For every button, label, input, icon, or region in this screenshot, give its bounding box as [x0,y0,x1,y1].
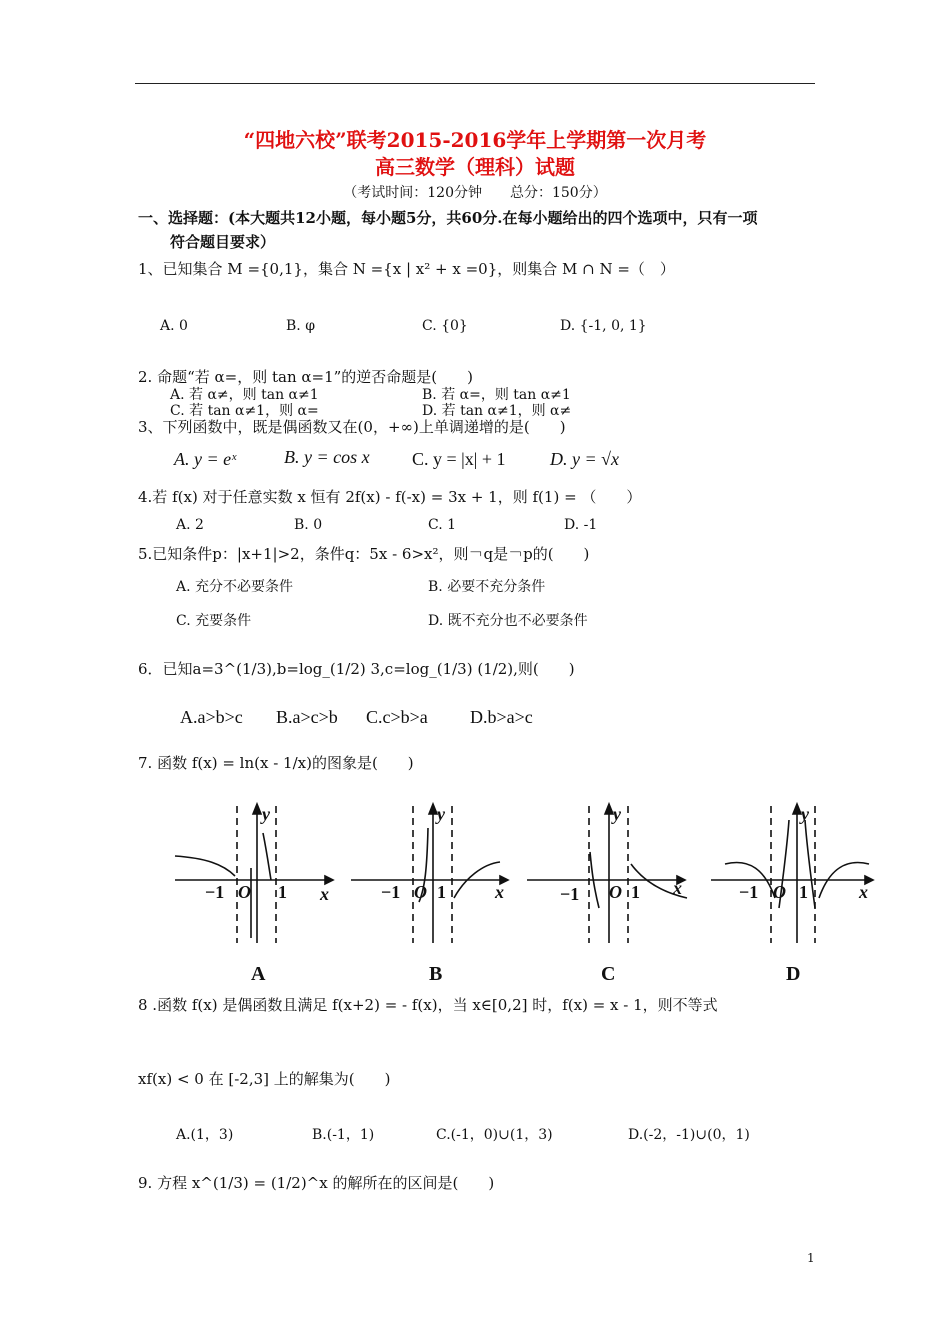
q3-option-c: C. y = |x| + 1 [412,449,506,469]
graph-c-x-label: x [673,878,682,898]
q4-option-b: B. 0 [294,517,323,533]
q7-graphs [165,798,885,988]
q1-option-b: B. φ [286,318,315,334]
q1-option-c: C. {0} [422,318,468,334]
section-heading-cont: 符合题目要求） [170,233,276,251]
graph-d-label: D [786,963,801,985]
graph-a-label: A [251,963,266,985]
q5-option-b: B. 必要不充分条件 [428,579,546,595]
q5-option-c: C. 充要条件 [176,613,252,629]
q8-option-b: B.(-1，1) [312,1127,375,1143]
q2-option-d: D. 若 tan α≠1，则 α≠ [422,403,572,419]
q4-option-a: A. 2 [176,517,204,533]
q5-stem: 5.已知条件p：|x+1|>2，条件q：5x - 6>x²，则￢q是￢p的( ) [138,545,590,563]
graph-b-x-label: x [495,882,504,902]
graph-b-label: B [429,963,443,985]
page-number: 1 [807,1251,815,1265]
q3-option-a: A. y = eˣ [174,449,237,469]
q2-option-b: B. 若 α=，则 tan α≠1 [422,387,571,403]
exam-info: （考试时间：120分钟 总分：150分） [343,185,607,201]
graph-d-x-label: x [859,882,868,902]
q8-option-d: D.(-2，-1)∪(0，1) [628,1127,750,1143]
graph-d-tick-1: 1 [799,882,808,902]
graph-a-tick-1: 1 [278,882,287,902]
q8-option-a: A.(1，3) [176,1127,234,1143]
q7-stem: 7. 函数 f(x) = ln(x - 1/x)的图象是( ) [138,754,414,772]
graph-b-tick-1: 1 [437,882,446,902]
q6-stem: 6．已知a=3^(1/3),b=log_(1/2) 3,c=log_(1/3) (1/2),则( ) [138,660,575,678]
section-heading: 一、选择题：(本大题共12小题，每小题5分，共60分.在每小题给出的四个选项中，只有一项 [138,209,758,227]
graph-b-tick-neg1: −1 [381,882,401,902]
q8-option-c: C.(-1，0)∪(1，3) [436,1127,553,1143]
graph-c-tick-neg1: −1 [560,884,580,904]
q4-option-d: D. -1 [564,517,598,533]
paper-title: “四地六校”联考2015-2016学年上学期第一次月考 [243,128,707,152]
header-rule [135,83,815,84]
q6-option-c: C.c>b>a [366,707,428,727]
q1-stem: 1、已知集合 M ={0,1}，集合 N ={x | x² + x =0}，则集合 M ∩ N =（ ） [138,260,675,278]
q1-option-d: D. {-1, 0, 1} [560,318,647,334]
q5-option-a: A. 充分不必要条件 [176,579,294,595]
graph-d-origin: O [773,882,786,902]
graph-b-y-label: y [437,804,445,824]
q2-option-a: A. 若 α≠，则 tan α≠1 [170,387,319,403]
q4-stem: 4.若 f(x) 对于任意实数 x 恒有 2f(x) - f(-x) = 3x + 1，则 f(1) = （ ） [138,488,642,506]
q8-stem-line2: xf(x) < 0 在 [-2,3] 上的解集为( ) [138,1070,391,1088]
q6-option-d: D.b>a>c [470,707,533,727]
graph-a-tick-neg1: −1 [205,882,225,902]
graph-d-y-label: y [801,804,809,824]
graph-c-tick-1: 1 [631,882,640,902]
q9-stem: 9. 方程 x^(1/3) = (1/2)^x 的解所在的区间是( ) [138,1174,495,1192]
graph-b-origin: O [414,882,427,902]
q8-stem-line1: 8 .函数 f(x) 是偶函数且满足 f(x+2) = - f(x)，当 x∈[0,2] 时，f(x) = x - 1，则不等式 [138,996,718,1014]
graph-a-x-label: x [320,884,329,904]
q2-stem: 2. 命题“若 α=，则 tan α=1”的逆否命题是( ) [138,368,473,386]
graph-c-origin: O [609,882,622,902]
graph-a-origin: O [238,882,251,902]
q3-option-d: D. y = √x [550,449,620,469]
graph-a-y-label: y [262,804,270,824]
q3-option-b: B. y = cos x [284,447,370,467]
graph-d-tick-neg1: −1 [739,882,759,902]
q3-stem: 3、下列函数中，既是偶函数又在(0，+∞)上单调递增的是( ) [138,418,566,436]
q6-option-b: B.a>c>b [276,707,338,727]
q6-option-a: A.a>b>c [180,707,243,727]
graph-c-label: C [601,963,616,985]
q4-option-c: C. 1 [428,517,457,533]
q1-option-a: A. 0 [160,318,188,334]
q2-option-c: C. 若 tan α≠1，则 α= [170,403,319,419]
paper-subtitle: 高三数学（理科）试题 [375,155,575,179]
q5-option-d: D. 既不充分也不必要条件 [428,613,588,629]
graph-c-y-label: y [613,804,621,824]
